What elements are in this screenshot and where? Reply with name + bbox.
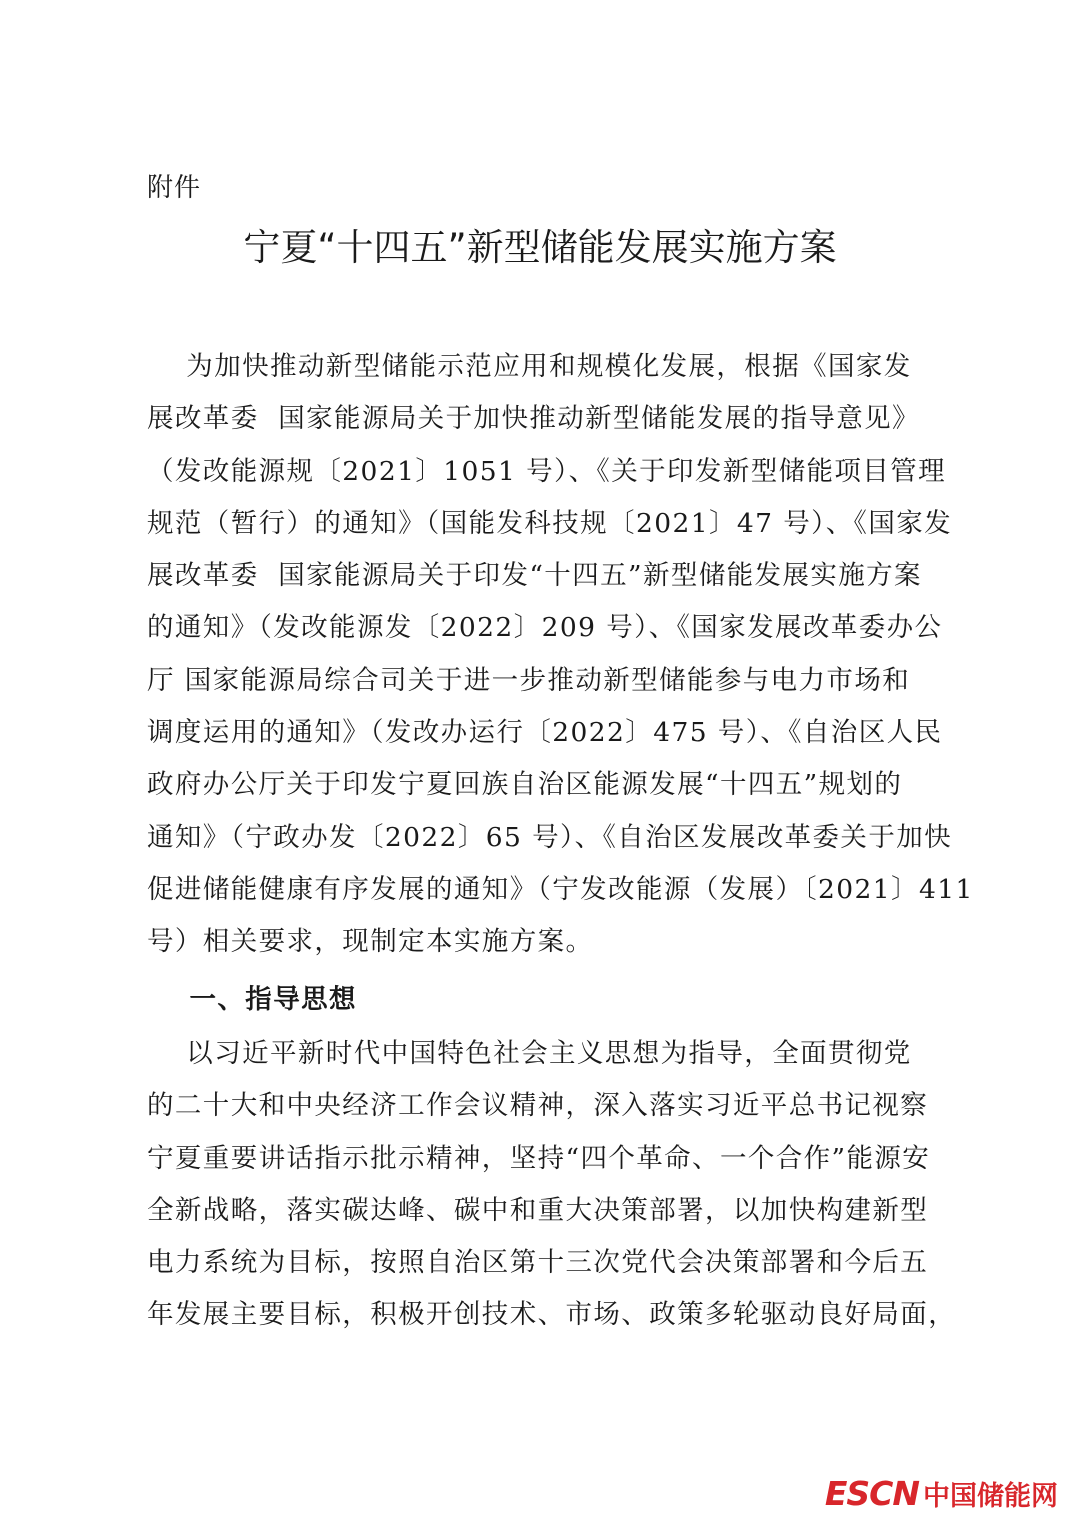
text-line: 为加快推动新型储能示范应用和规模化发展，根据《国家发 — [147, 351, 912, 382]
text-line: 电力系统为目标，按照自治区第十三次党代会决策部署和今后五 — [147, 1247, 929, 1279]
text-line: 全新战略，落实碳达峰、碳中和重大决策部署，以加快构建新型 — [147, 1194, 929, 1226]
text-line: 展改革委 国家能源局关于加快推动新型储能发展的指导意见》 — [147, 403, 920, 435]
text-line: 规范（暂行）的通知》（国能发科技规〔2021〕47 号）、《国家发 — [147, 507, 953, 539]
text-line: 政府办公厅关于印发宁夏回族自治区能源发展“十四五”规划的 — [147, 769, 903, 801]
text-line: 调度运用的通知》（发改办运行〔2022〕475 号）、《自治区人民 — [147, 717, 943, 749]
escn-watermark — [825, 1473, 1058, 1513]
text-line: 的二十大和中央经济工作会议精神，深入落实习近平总书记视察 — [147, 1090, 929, 1122]
text-line: 号）相关要求，现制定本实施方案。 — [147, 926, 594, 958]
attachment-label: 附件 — [147, 173, 202, 203]
section-heading-guiding-thought: 一、指导思想 — [147, 984, 357, 1015]
text-line: 厅 国家能源局综合司关于进一步推动新型储能参与电力市场和 — [147, 664, 911, 696]
text-line: 通知》（宁政办发〔2022〕65 号）、《自治区发展改革委关于加快 — [147, 821, 953, 853]
watermark-chinese: 中国储能网 — [923, 1480, 1058, 1512]
text-line: 宁夏重要讲话指示批示精神，坚持“四个革命、一个合作”能源安 — [147, 1142, 931, 1174]
text-line: 的通知》（发改能源发〔2022〕209 号）、《国家发展改革委办公 — [147, 612, 943, 644]
document-title: 宁夏“十四五”新型储能发展实施方案 — [243, 226, 837, 269]
paragraph-intro — [147, 341, 974, 969]
paragraph-guiding-thought — [147, 1028, 957, 1342]
text-line: 年发展主要目标，积极开创技术、市场、政策多轮驱动良好局面， — [147, 1299, 957, 1331]
text-line: （发改能源规〔2021〕1051 号）、《关于印发新型储能项目管理 — [147, 455, 947, 487]
text-line: 以习近平新时代中国特色社会主义思想为指导，全面贯彻党 — [147, 1038, 912, 1069]
watermark-latin: ESCN — [824, 1473, 919, 1513]
text-line: 促进储能健康有序发展的通知》（宁发改能源（发展）〔2021〕411 — [147, 873, 974, 905]
text-line: 展改革委 国家能源局关于印发“十四五”新型储能发展实施方案 — [147, 560, 922, 592]
